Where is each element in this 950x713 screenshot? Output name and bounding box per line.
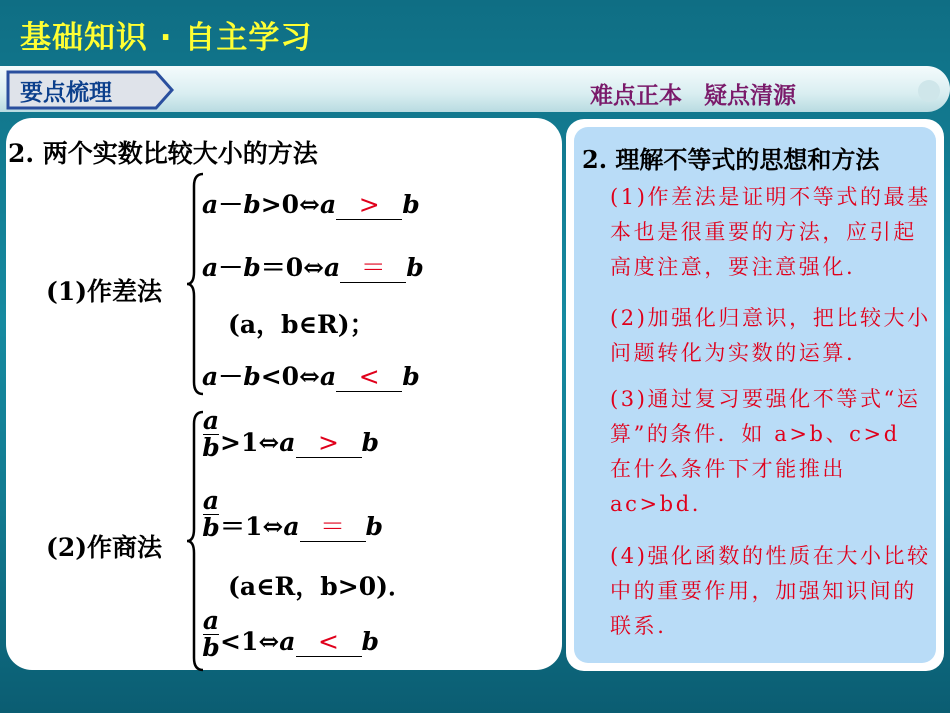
band-end-icon (918, 80, 940, 102)
fraction-a-over-b: a b (202, 486, 220, 542)
method1-label: (1)作差法 (46, 277, 163, 306)
fraction-a-over-b: a b (202, 406, 220, 462)
note-paragraph-4: (4)强化函数的性质在大小比较中的重要作用，加强知识间的联系. (610, 544, 931, 638)
answer-blank: > (336, 191, 402, 220)
section-slogan: 难点正本 疑点清源 (590, 83, 797, 109)
answer-blank: < (296, 628, 362, 657)
method1-line1: a－b>0⇔a > b (202, 190, 420, 219)
note-paragraph-2: (2)加强化归意识，把比较大小问题转化为实数的运算. (610, 306, 931, 365)
section-tag-label: 要点梳理 (20, 80, 112, 106)
slide-header-title: 基础知识 · 自主学习 (20, 20, 313, 56)
answer-blank: ＝ (340, 254, 406, 283)
section-title: 2. 两个实数比较大小的方法 (8, 139, 318, 168)
answer-blank: < (336, 363, 402, 392)
method1-line2: a－b＝0⇔a ＝ b (202, 253, 424, 282)
note-paragraph-1: (1)作差法是证明不等式的最基本也是很重要的方法，应引起高度注意，要注意强化. (610, 185, 931, 279)
method2-line4: <1⇔a < b (220, 627, 379, 656)
method1-line4: a－b<0⇔a < b (202, 362, 420, 391)
method2-label: (2)作商法 (46, 533, 163, 562)
method2-condition: (a∈R，b>0)． (228, 572, 413, 601)
method2-line2: ＝1⇔a ＝ b (220, 512, 384, 541)
answer-blank: > (296, 429, 362, 458)
method2-line1: >1⇔a > b (220, 428, 379, 457)
method1-condition: (a，b∈R)； (228, 310, 375, 339)
note-paragraph-3: (3)通过复习要强化不等式“运算”的条件．如 a>b、c>d 在什么条件下才能推出ac>bd. (610, 387, 921, 516)
fraction-a-over-b: a b (202, 606, 220, 662)
note-title: 2. 理解不等式的思想和方法 (582, 145, 880, 174)
answer-blank: ＝ (300, 513, 366, 542)
